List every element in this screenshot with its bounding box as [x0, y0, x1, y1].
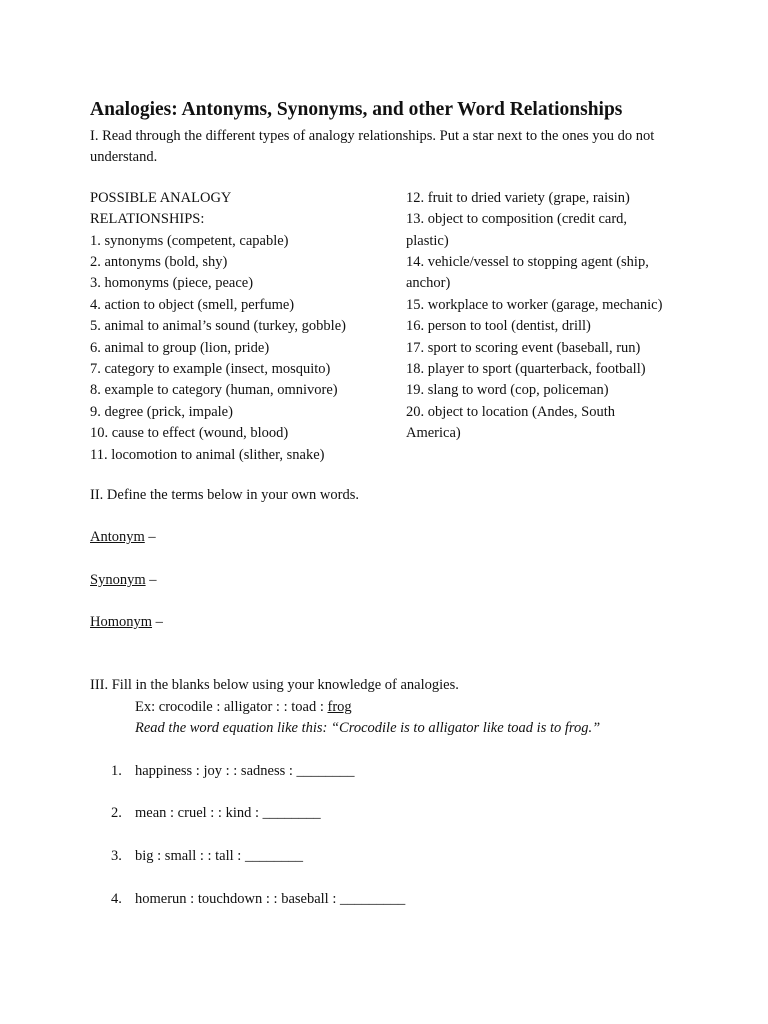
term-dash: –	[144, 529, 156, 546]
relationship-item: 2. antonyms (bold, shy)	[90, 254, 228, 271]
relationship-item-continued: plastic)	[406, 232, 449, 249]
analogy-relationships-list	[90, 188, 690, 464]
example-prefix: Ex: crocodile : alligator : : toad :	[135, 698, 328, 715]
term-label: Antonym	[90, 529, 145, 546]
relationship-item: 3. homonyms (piece, peace)	[90, 275, 254, 292]
question-text: homerun : touchdown : : baseball : _________	[135, 891, 406, 907]
relationship-item-continued: anchor)	[406, 275, 451, 292]
relationship-item: 17. sport to scoring event (baseball, run)	[406, 339, 641, 356]
example-analogy	[90, 697, 690, 718]
relationship-item: 8. example to category (human, omnivore)	[90, 382, 338, 399]
definition-homonym	[90, 612, 690, 633]
question-item	[90, 846, 690, 867]
question-text: happiness : joy : : sadness : ________	[135, 762, 355, 779]
section-3-instructions: III. Fill in the blanks below using your knowledge of analogies.	[90, 677, 459, 694]
relationship-item: 12. fruit to dried variety (grape, raisin)	[406, 189, 630, 206]
question-number: 2.	[111, 805, 122, 822]
question-item	[90, 889, 690, 910]
relationship-item: 7. category to example (insect, mosquito)	[90, 361, 331, 378]
term-dash: –	[152, 614, 163, 631]
relationships-left-column	[90, 188, 390, 466]
relationship-item: 20. object to location (Andes, South	[406, 403, 616, 420]
question-number: 3.	[111, 848, 122, 865]
relationship-item: 9. degree (prick, impale)	[90, 403, 233, 420]
relationship-item: 18. player to sport (quarterback, football)	[406, 361, 646, 378]
question-number: 1.	[111, 762, 122, 779]
relationships-right-column	[406, 188, 681, 445]
relationship-item: 14. vehicle/vessel to stopping agent (ship,	[406, 254, 649, 271]
question-number: 4.	[111, 891, 122, 907]
question-text: mean : cruel : : kind : ________	[135, 805, 321, 822]
example-answer: frog	[327, 698, 352, 715]
definition-antonym	[90, 527, 690, 548]
relationship-item: 15. workplace to worker (garage, mechanic)	[406, 296, 663, 313]
relationship-item-continued: America)	[406, 425, 461, 442]
worksheet-page	[90, 96, 690, 932]
relationship-item: 16. person to tool (dentist, drill)	[406, 318, 591, 335]
page-title: Analogies: Antonyms, Synonyms, and other Word Relationships	[90, 99, 623, 120]
relationship-item: 10. cause to effect (wound, blood)	[90, 425, 289, 442]
relationship-item: 11. locomotion to animal (slither, snake)	[90, 446, 325, 463]
relationship-item: 5. animal to animal’s sound (turkey, gobble)	[90, 318, 346, 335]
section-2-instructions: II. Define the terms below in your own words.	[90, 486, 359, 503]
term-label: Homonym	[90, 614, 153, 631]
relationship-item: 13. object to composition (credit card,	[406, 211, 628, 228]
relationship-item: 19. slang to word (cop, policeman)	[406, 382, 609, 399]
relationship-item: 4. action to object (smell, perfume)	[90, 296, 295, 313]
relationship-item: 6. animal to group (lion, pride)	[90, 339, 270, 356]
definition-synonym	[90, 570, 690, 591]
question-item	[90, 761, 690, 782]
relationship-item: 1. synonyms (competent, capable)	[90, 232, 289, 249]
fill-in-questions	[90, 761, 690, 911]
question-item	[90, 803, 690, 824]
term-label: Synonym	[90, 571, 146, 588]
relationships-heading-line-1: POSSIBLE ANALOGY	[90, 189, 232, 206]
relationships-heading-line-2: RELATIONSHIPS:	[90, 211, 205, 228]
section-1-instructions: I. Read through the different types of analogy relationships. Put a star next to the ones you do not understand.	[90, 128, 655, 166]
example-note: Read the word equation like this: “Crocodile is to alligator like toad is to frog.”	[135, 720, 601, 737]
term-dash: –	[145, 571, 157, 588]
question-text: big : small : : tall : ________	[135, 848, 303, 865]
